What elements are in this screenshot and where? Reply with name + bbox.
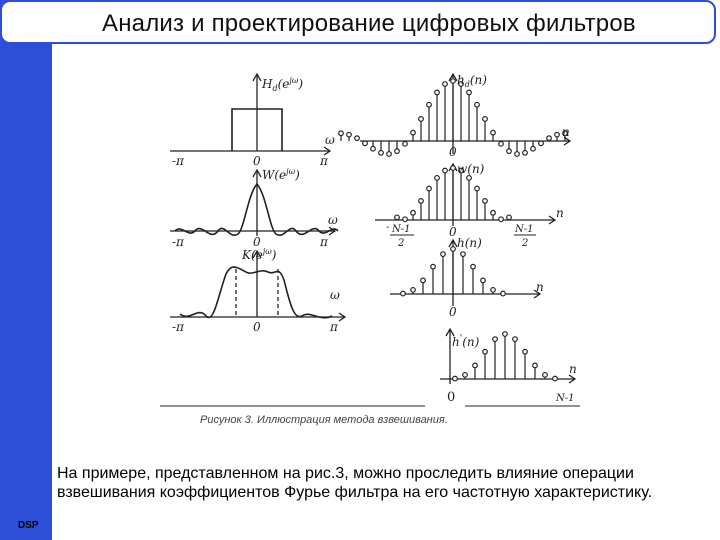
pi-label-1: π [320,154,328,168]
h-shifted-n-sample [543,373,548,378]
weighting-method-figure [160,54,580,414]
w-n-sample [499,217,504,222]
smeared-response [180,267,332,318]
hd-n-sample [491,130,496,135]
page-title: Анализ и проектирование цифровых фильтров [102,10,636,37]
w-n-sample [467,176,472,181]
hd-n-sample [363,141,368,146]
hd-n-sample [435,90,440,95]
omega-label-1: ω [325,133,335,147]
hd-freq-label: $H_d(e^{j\omega})$ [262,76,304,93]
omega-label-3: ω [330,288,340,302]
hd-n-sample [395,149,400,154]
minus-pi-label-3: -π [172,320,184,334]
h-n-sample [481,278,486,283]
hd-n-sample [499,142,504,147]
w-n-sample [419,199,424,204]
h-shifted-n-sample [493,337,498,342]
h-n-sample [471,264,476,269]
hd-n-sample [547,136,552,141]
h-shifted-n-sample [473,363,478,368]
w-n-sample [451,166,456,171]
w-n-sample [483,199,488,204]
hd-n-sample [443,82,448,87]
minus-n1-numerator: N-1 [392,224,411,235]
hd-n-sample [339,131,344,136]
zero-label-7: 0 [447,390,456,405]
w-n-sample [443,168,448,173]
title-banner [0,0,716,44]
w-n-sample [403,217,408,222]
hd-n-sample [347,132,352,137]
dsp-footer-label: DSP [18,520,39,531]
h-shifted-n-sample [463,373,468,378]
omega-label-2: ω [328,213,338,227]
h-shifted-label: h'(n) [452,334,480,349]
minus-sign: - [386,222,390,233]
hd-time-label: $h_d(n)$ [457,73,487,89]
hd-n-sample [403,142,408,147]
h-n-sample [501,291,506,296]
hd-n-sample [371,146,376,151]
zero-label-3: 0 [253,320,261,334]
n-label-3: n [536,280,544,294]
figure-caption: Рисунок 3. Иллюстрация метода взвешивания. [200,414,448,426]
hd-n-sample [467,90,472,95]
hd-n-sample [515,152,520,157]
w-freq-label: $W(e^{j\omega})$ [262,167,300,182]
zero-label-5: 0 [449,225,457,239]
hd-n-sample [411,130,416,135]
h-n-sample [441,252,446,257]
h-n-sample [411,288,416,293]
hd-n-sample [507,149,512,154]
h-n-sample [431,264,436,269]
body-paragraph: На примере, представленном на рис.3, можно проследить влияние операции взвешивания коэффициентов Фурье фильтра на его частотную характеристику. [57,465,653,501]
h-time-label: h(n) [457,236,482,250]
n-minus-1-label: N-1 [556,393,575,404]
h-n-sample [491,288,496,293]
hd-n-sample [539,141,544,146]
hd-n-sample [355,136,360,141]
n1-denominator: 2 [522,238,529,249]
hd-n-sample [483,117,488,122]
h-shifted-n-sample [523,349,528,354]
h-shifted-n-sample [553,376,558,381]
h-shifted-n-sample [453,376,458,381]
w-n-sample [507,215,512,220]
k-freq-label: $K(e^{j\omega})$ [242,247,277,262]
left-accent-bar [0,0,52,540]
hd-n-sample [379,150,384,155]
hd-n-sample [523,150,528,155]
zero-label-2: 0 [253,235,261,249]
hd-n-sample [419,117,424,122]
h-n-sample [461,252,466,257]
h-shifted-n-sample [533,363,538,368]
h-shifted-n-sample [503,332,508,337]
zero-label-1: 0 [253,154,261,168]
w-n-sample [427,186,432,191]
n-label-2: n [556,206,564,220]
minus-pi-label-1: -π [172,154,184,168]
h-n-sample [421,278,426,283]
w-n-sample [475,186,480,191]
h-shifted-n-sample [483,349,488,354]
n-label-1: n [562,125,570,139]
w-time-label: w(n) [457,162,485,176]
w-n-sample [435,176,440,181]
zero-label-6: 0 [449,305,457,319]
hd-n-sample [427,102,432,107]
n-label-4: n [569,362,577,376]
hd-n-sample [387,152,392,157]
h-n-sample [451,247,456,252]
hd-n-sample [451,79,456,84]
hd-n-sample [531,146,536,151]
hd-n-sample [475,102,480,107]
n1-numerator: N-1 [515,224,534,235]
minus-n1-denominator: 2 [398,238,405,249]
minus-pi-label-2: -π [172,235,184,249]
h-n-sample [401,291,406,296]
w-frequency-plot [170,170,338,236]
zero-label-4: 0 [449,145,457,159]
pi-label-2: π [320,235,328,249]
w-n-sample [491,210,496,215]
hd-frequency-plot [170,74,330,155]
pi-label-3: π [330,320,338,334]
h-shifted-n-sample [513,337,518,342]
w-n-sample [411,210,416,215]
hd-n-sample [555,132,560,137]
w-n-sample [395,215,400,220]
